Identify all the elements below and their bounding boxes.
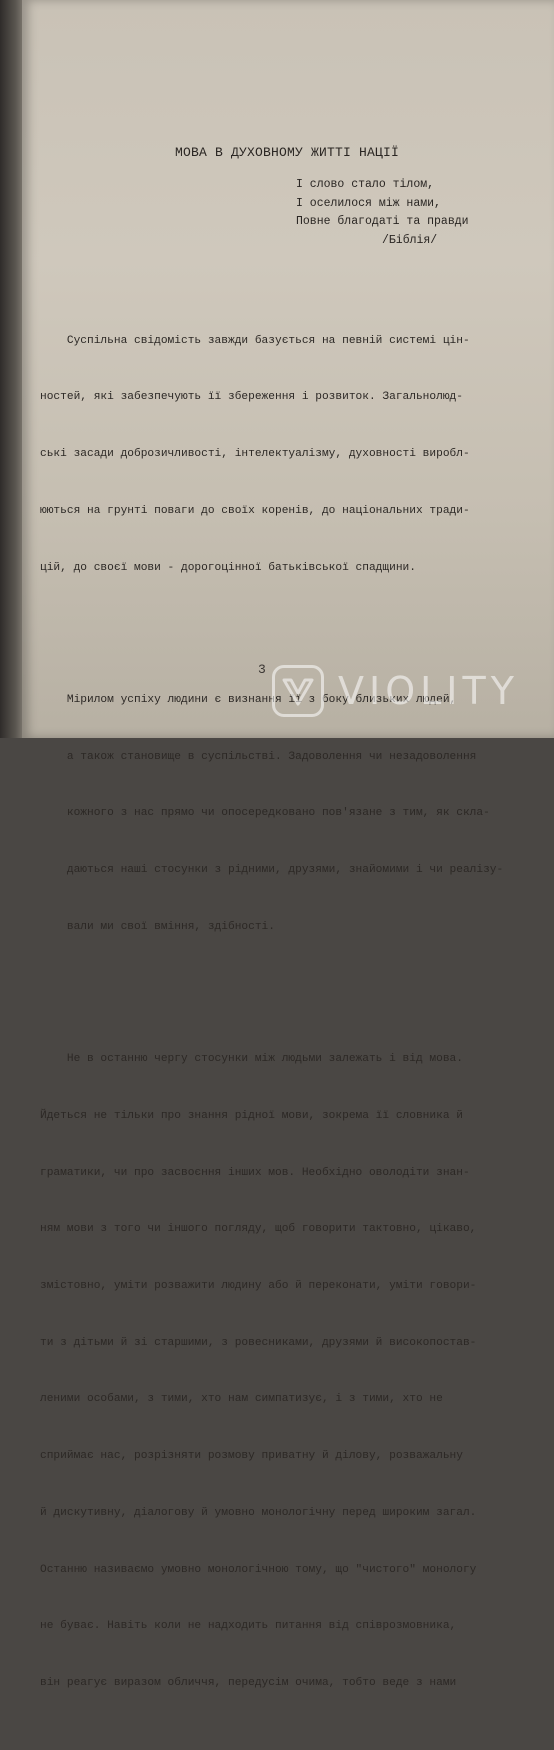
text-line: граматики, чи про засвоєння інших мов. Необхідно оволодіти знан- — [40, 1166, 470, 1179]
watermark — [272, 665, 547, 721]
watermark-text: VIOLITY — [338, 669, 519, 713]
document-title: МОВА В ДУХОВНОМУ ЖИТТІ НАЦІЇ — [175, 145, 400, 160]
text-line: ням мови з того чи іншого погляду, щоб говорити тактовно, цікаво, — [40, 1223, 477, 1236]
text-line: кожного з нас прямо чи опосередковано пов'язане з тим, як скла- — [40, 807, 490, 820]
epigraph — [296, 176, 469, 250]
page-number: 3 — [258, 662, 266, 677]
epigraph-line: І оселилося між нами, — [296, 196, 441, 210]
text-line: цій, до своєї мови - дорогоцінної батьківської спадщини. — [40, 561, 416, 574]
text-line: він реагує виразом обличчя, передусім очима, тобто веде з нами — [40, 1676, 457, 1689]
text-line: Останню називаємо умовно монологічною тому, що "чистого" монологу — [40, 1563, 477, 1576]
text-line: Не в останню чергу стосунки між людьми залежать і від мова. — [40, 1053, 463, 1066]
text-line: вали ми свої вміння, здібності. — [40, 920, 275, 933]
text-line: Йдеться не тільки про знання рідної мови, зокрема її словника й — [40, 1109, 463, 1122]
paragraph-1 — [40, 294, 532, 615]
text-line: леними особами, з тими, хто нам симпатизує, і з тими, хто не — [40, 1393, 443, 1406]
text-line: даються наші стосунки з рідними, друзями, знайомими і чи реалізу- — [40, 864, 504, 876]
violity-logo-icon — [272, 665, 324, 717]
text-line: змістовно, уміти розважити людину або й переконати, уміти говори- — [40, 1279, 477, 1292]
text-line: а також становище в суспільстві. Задоволення чи незадоволення — [40, 750, 477, 763]
epigraph-line: Повне благодаті та правди — [296, 215, 469, 228]
epigraph-source: /Біблія/ — [382, 233, 438, 247]
text-line: ські засади доброзичливості, інтелектуалізму, духовності виробл- — [40, 448, 470, 461]
text-line: Суспільна свідомість завжди базується на певній системі цін- — [40, 334, 470, 347]
paragraph-3 — [40, 1012, 532, 1730]
text-line: Мірилом успіху людини є визнання її з боку близьких людей, — [40, 693, 457, 706]
epigraph-line: І слово стало тілом, — [296, 178, 435, 191]
text-line: ностей, які забезпечують її збереження і розвиток. Загальнолюд- — [40, 391, 463, 404]
text-line: й дискутивну, діалогову й умовно монологічну перед широким загал. — [40, 1506, 477, 1519]
text-line: не буває. Навіть коли не надходить питання від співрозмовника, — [40, 1620, 457, 1633]
text-line: юються на грунті поваги до своїх коренів, до національних тради- — [40, 504, 470, 517]
text-line: ти з дітьми й зі старшими, з ровесниками, друзями й високопостав- — [40, 1336, 477, 1349]
body-text — [40, 256, 532, 1750]
text-line: сприймає нас, розрізняти розмову приватну й ділову, розважальну — [40, 1450, 463, 1463]
